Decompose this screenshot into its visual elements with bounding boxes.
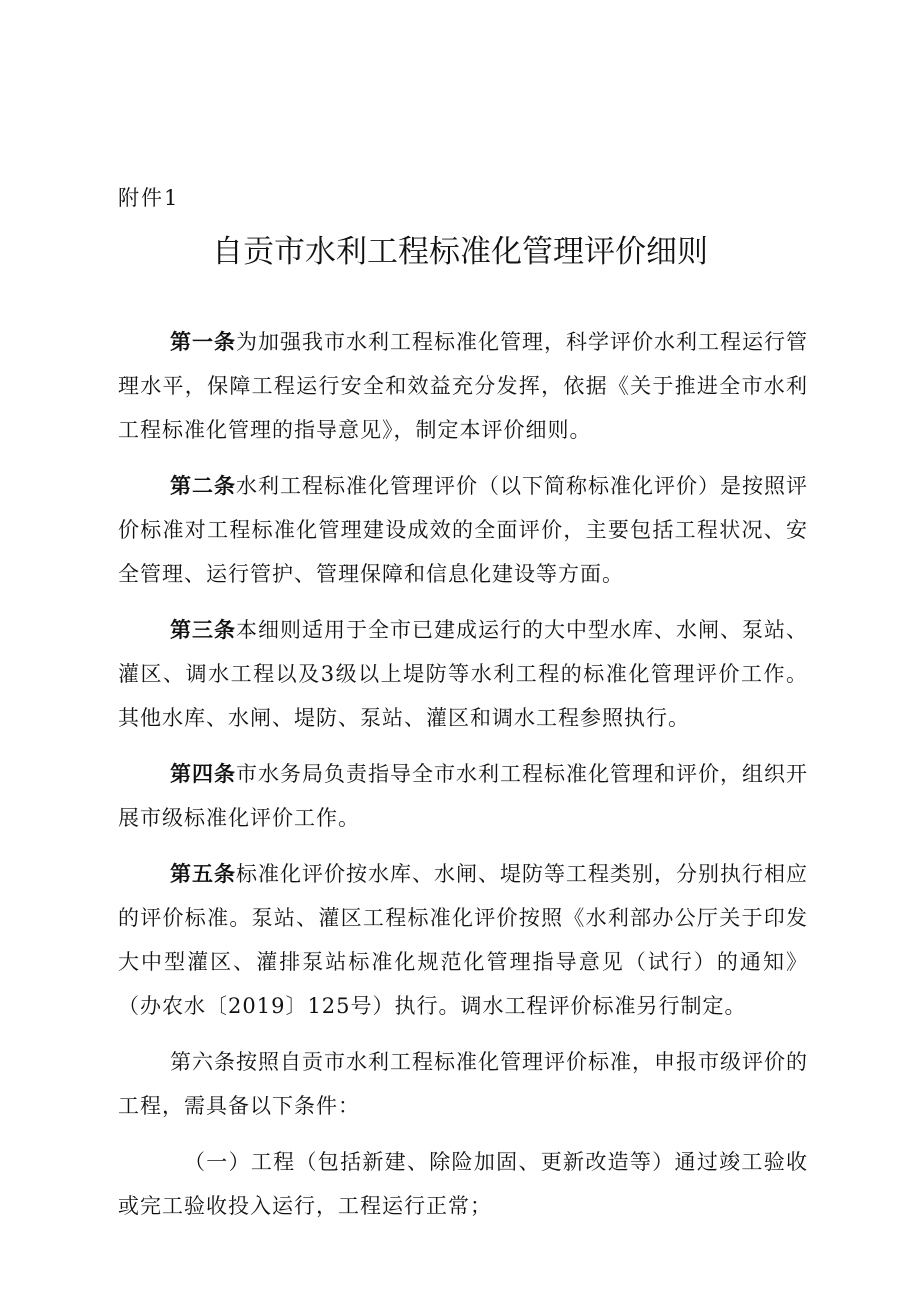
article-1 [118,320,808,452]
document-title: 自贡市水利工程标准化管理评价细则 [212,234,708,270]
article-label: 第四条 [170,762,236,786]
article-label: 第五条 [170,862,236,886]
article-3 [118,608,808,740]
article-label: 第二条 [170,474,236,498]
article-label: 第三条 [170,618,236,642]
article-5 [118,852,808,1028]
article-text: 本细则适用于全市已建成运行的大中型水库、水闸、泵站、灌区、调水工程以及3级以上堤防等水利工程的标准化管理评价工作。其他水库、水闸、堤防、泵站、灌区和调水工程参照执行。 [118,618,808,730]
article-text: 市水务局负责指导全市水利工程标准化管理和评价，组织开展市级标准化评价工作。 [118,762,808,830]
article-6: 第六条按照自贡市水利工程标准化管理评价标准，申报市级评价的工程，需具备以下条件： [118,1050,808,1118]
condition-1: （一）工程（包括新建、除险加固、更新改造等）通过竣工验收或完工验收投入运行，工程运行正常； [118,1150,808,1218]
document-body [118,320,808,1240]
article-2 [118,464,808,596]
attachment-label: 附件1 [118,186,180,210]
article-4 [118,752,808,840]
article-text: 为加强我市水利工程标准化管理，科学评价水利工程运行管理水平，保障工程运行安全和效益充分发挥，依据《关于推进全市水利工程标准化管理的指导意见》，制定本评价细则。 [118,330,808,442]
article-text: 标准化评价按水库、水闸、堤防等工程类别，分别执行相应的评价标准。泵站、灌区工程标准化评价按照《水利部办公厅关于印发大中型灌区、灌排泵站标准化规范化管理指导意见（试行）的通知》（办农水〔2019〕125号）执行。调水工程评价标准另行制定。 [118,862,808,1018]
article-text: 水利工程标准化管理评价（以下简称标准化评价）是按照评价标准对工程标准化管理建设成效的全面评价，主要包括工程状况、安全管理、运行管护、管理保障和信息化建设等方面。 [118,474,808,586]
article-label: 第一条 [170,330,236,354]
